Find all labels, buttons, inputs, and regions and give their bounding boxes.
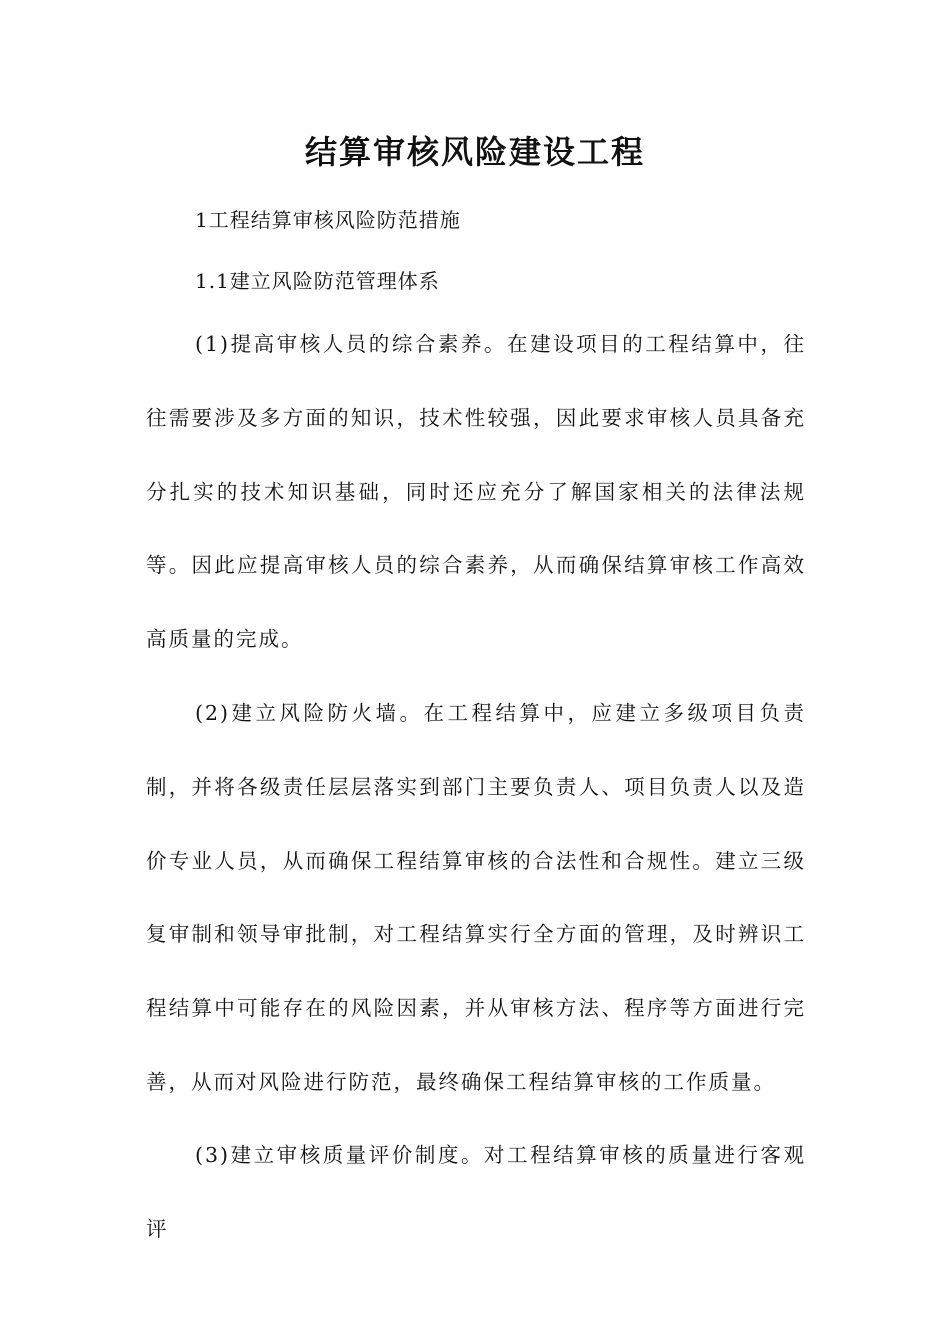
document-title: 结算审核风险建设工程 [304, 133, 645, 171]
paragraph-1: (1)提高审核人员的综合素养。在建设项目的工程结算中，往往需要涉及多方面的知识，技术性较强，因此要求审核人员具备充分扎实的技术知识基础，同时还应充分了解国家相关的法律法规等。因此应提高审核人员的综合素养，从而确保结算审核工作高效高质量的完成。 [146, 332, 806, 652]
paragraph-2: (2)建立风险防火墙。在工程结算中，应建立多级项目负责制，并将各级责任层层落实到部门主要负责人、项目负责人以及造价专业人员，从而确保工程结算审核的合法性和合规性。建立三级复审制和领导审批制，对工程结算实行全方面的管理，及时辨识工程结算中可能存在的风险因素，并从审核方法、程序等方面进行完善，从而对风险进行防范，最终确保工程结算审核的工作质量。 [146, 701, 806, 1094]
section-heading-1-1: 1.1建立风险防范管理体系 [195, 269, 440, 293]
paragraph-3: (3)建立审核质量评价制度。对工程结算审核的质量进行客观评 [146, 1143, 806, 1241]
section-heading-1: 1工程结算审核风险防范措施 [195, 208, 461, 232]
